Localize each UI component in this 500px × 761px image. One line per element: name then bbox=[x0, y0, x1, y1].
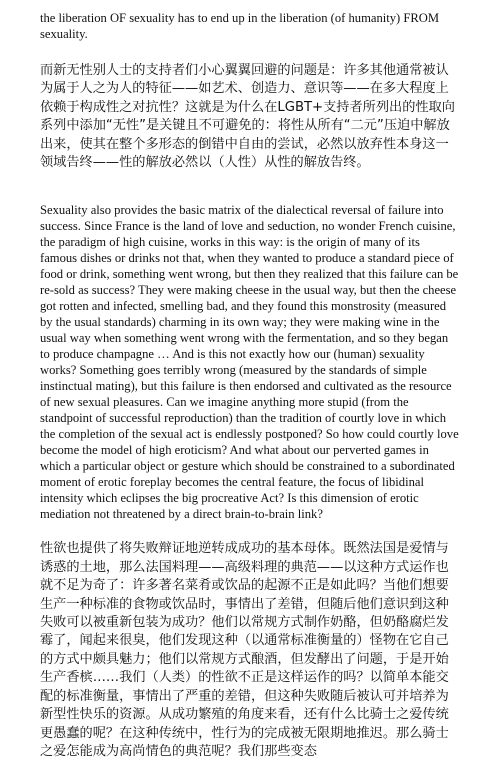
paragraph-chinese-2: 性欲也提供了将失败辩证地逆转成成功的基本母体。既然法国是爱情与诱惑的土地，那么法国料理——高级料理的典范——以这种方式运作也就不足为奇了：许多著名菜肴或饮品的起源不正是如此吗？当他们想要生产一种标准的食物或饮品时，事情出了差错，但随后他们意识到这种失败可以被重新包装为成功？他们以常规方式制作奶酪，但奶酪腐烂发霉了，闻起来很臭，他们发现这种（以通常标准衡量的）怪物在它自己的方式中颇具魅力；他们以常规方式酿酒，但发酵出了问题，于是开始生产香槟……我们（人类）的性欲不正是这样运作的吗？以简单本能交配的标准衡量，事情出了严重的差错，但这种失败随后被认可并培养为新型性快乐的资源。从成功繁殖的角度来看，还有什么比骑士之爱传统更愚蠢的呢？在这种传统中，性行为的完成被无限期地推迟。那么骑士之爱怎能成为高尚情色的典范呢？我们那些变态 bbox=[40, 541, 449, 759]
document-page bbox=[40, 10, 460, 761]
paragraph-chinese-1: 而新无性别人士的支持者们小心翼翼回避的问题是：许多其他通常被认为属于人之为人的特征——如艺术、创造力、意识等——在多大程度上依赖于构成性之对抗性？这就是为什么在LGBT+支持者所列出的性取向系列中添加“无性”是关键且不可避免的：将性从所有“二元”压迫中解放出来，使其在整个多形态的倒错中自由的尝试，必然以放弃性本身这一领域告终——性的解放必然以（人性）从性的解放告终。 bbox=[40, 63, 455, 171]
paragraph-english-2: Sexuality also provides the basic matrix of the dialectical reversal of failure into success. Since France is the land of love and seduction, no wonder French cuisine, the paradigm of high cuisine, works in this way: is the origin of many of its famous dishes or drinks not that, when they wanted to produce a standard piece of food or drink, something went wrong, but then they realized that this failure can be re-sold as success? They were making cheese in the usual way, but then the cheese got rotten and infected, smelling bad, and they found this monstrosity (measured by the usual standards) charming in its own way; they were making wine in the usual way when something went wrong with the fermentation, and so they began to produce champagne … And is this not exactly how our (human) sexuality works? Something goes terribly wrong (measured by the standards of simple instinctual mating), but this failure is then endorsed and cultivated as the resource of new sexual pleasures. Can we imagine anything more stupid (from the standpoint of successful reproduction) than the tradition of courtly love in which the completion of the sexual act is endlessly postponed? So how could courtly love become the model of high eroticism? And what about our perverted games in which a particular object or gesture which should be constrained to a subordinated moment of erotic foreplay becomes the central feature, the focus of libidinal intensity which eclipses the big procreative Act? Is this dimension of erotic mediation not threatened by a direct brain-to-brain link? bbox=[40, 203, 459, 522]
paragraph-english-1: the liberation OF sexuality has to end up in the liberation (of humanity) FROM sexuality. bbox=[40, 11, 440, 41]
